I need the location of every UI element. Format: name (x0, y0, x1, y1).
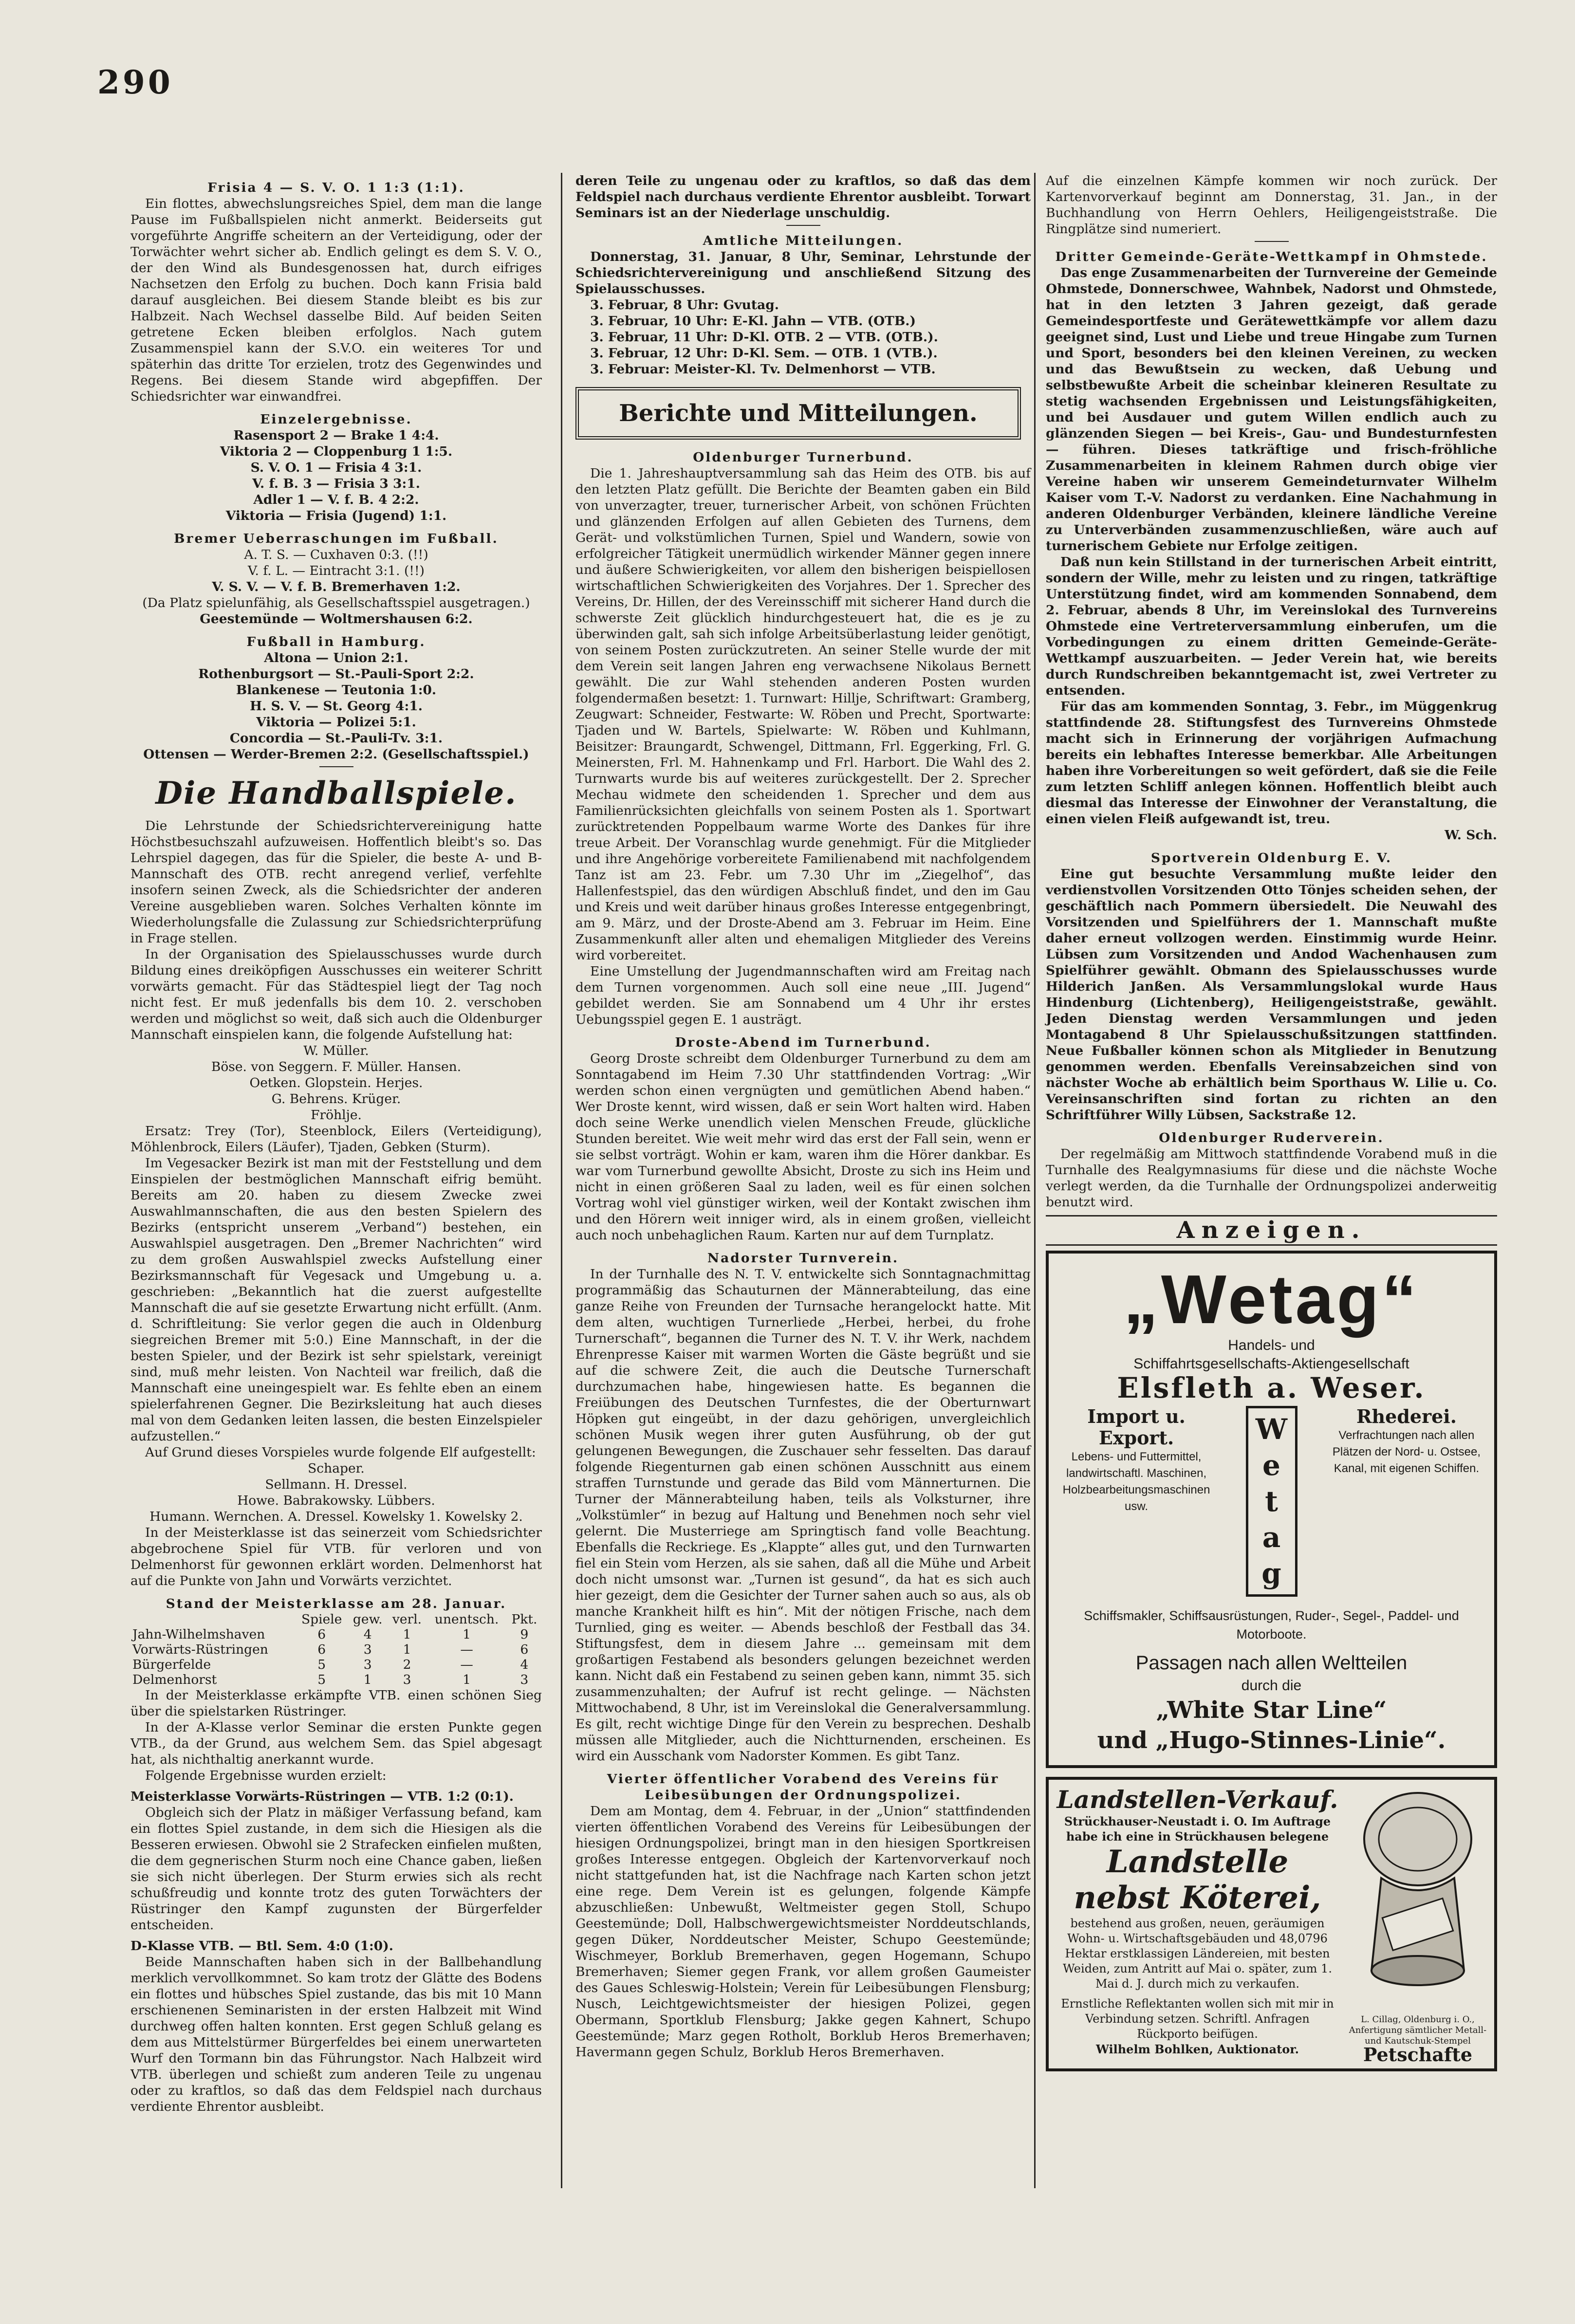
match-heading: D-Klasse VTB. — Btl. Sem. 4:0 (1:0). (130, 1938, 394, 1954)
table-header: verl. (392, 1612, 422, 1627)
column-rule (561, 173, 562, 2188)
ad-right-text: Verfrachtungen nach allen Plätzen der Nord- u. Ostsee, Kanal, mit eigenen Schiffen. (1332, 1429, 1481, 1475)
divider (1255, 241, 1289, 242)
paragraph: Daß nun kein Stillstand in der turnerischen Arbeit eintritt, sondern der Wille, mehr zu leisten und zu ringen, tatkräftige Unterstützung findet, wird am kommenden Sonnabend, dem 2. Februar, abends 8 Uhr, im Vereinslokal des Turnvereins Ohmstede eine Vertreterversammlung einberufen, um die Vorbedingungen zu einem dritten Gemeinde-Geräte-Wettkampf auszuarbeiten. — Jeder Verein hat, wie bereits durch Rundschreiben bekanntgemacht ist, zwei Vertreter zu entsenden. (1046, 554, 1497, 698)
table-cell: 1 (403, 1642, 411, 1657)
results-list (130, 547, 542, 627)
ad-left-title: Import u. Export. (1087, 1405, 1186, 1449)
ad-intro: Strückhauser-Neustadt i. O. Im Auftrage habe ich eine in Strückhausen belegene (1064, 1814, 1331, 1844)
paragraph: Eine gut besuchte Versammlung mußte leider den verdienstvollen Vorsitzenden Otto Tönjes scheiden sehen, der geschäftlich nach Pommern übersiedelt. Die Neuwahl des Vorsitzenden und Spielführers der 1. Mannschaft mußte daher erneut vollzogen werden. Einstimmig wurde Heinr. Lübsen zum Vorsitzenden und Andod Wachenhausen zum Spielführer gewählt. Obmann des Spielausschusses wurde Hilderich Janßen. Als Versammlungslokal wurde Haus Hindenburg (Lichtenberg), Heiligengeiststraße, gewählt. Jeden Dienstag werden Versammlungen und jeden Montagabend 8 Uhr Spielausschußsitzungen stattfinden. Neue Fußballer können schon als Mitglieder in Benutzung genommen werden. Ebenfalls Vereinsabzeichen sind von nächster Woche ab erhältlich beim Sporthaus W. Lilie u. Co. Vereinsanschriften sind fortan zu richten an den Schriftführer Willy Lübsen, Sackstraße 12. (1046, 867, 1497, 1123)
schedule-item: 3. Februar, 8 Uhr: Gvutag. (590, 297, 779, 313)
paragraph: Auf Grund dieses Vorspieles wurde folgende Elf aufgestellt: (145, 1445, 536, 1460)
lineup-line: G. Behrens. Krüger. (271, 1091, 401, 1107)
ad-line: und „Hugo-Stinnes-Linie“. (1097, 1727, 1446, 1754)
standings-table (130, 1612, 542, 1687)
paragraph: Folgende Ergebnisse wurden erzielt: (145, 1768, 387, 1783)
landstelle-advertisement (1046, 1777, 1497, 2071)
table-cell: 3 (363, 1642, 372, 1657)
ad-brand: „Wetag“ (1123, 1261, 1420, 1338)
stamp-illustration-icon (1352, 1786, 1483, 2010)
lineup-line: W. Müller. (303, 1043, 369, 1058)
stamp-advertisement (1347, 1786, 1488, 2066)
table-cell: 1 (463, 1627, 471, 1642)
result-line: Rasensport 2 — Brake 1 4:4. (233, 428, 439, 443)
lineup-line: Oetken. Glopstein. Herjes. (249, 1075, 423, 1090)
result-line: Ottensen — Werder-Bremen 2:2. (Gesellschaftsspiel.) (143, 747, 529, 762)
result-line: Blankenese — Teutonia 1:0. (236, 682, 437, 698)
table-row (130, 1672, 542, 1687)
match-report: Ein flottes, abwechslungsreiches Spiel, dem man die lange Pause im Fußballspielen nicht anmerkt. Beiderseits gut vorgeführte Angriffe scheitern an der Verteidigung, oder der Torwächter wehrt sicher ab. Endlich gelingt es dem S. V. O., der den Wind als Bundesgenossen hat, durch eifriges Nachsetzen den Erfolg zu buchen. Doch kann Frisia bald darauf ausgleichen. Bei diesem Stande bleibt es bis zur Halbzeit. Nach Wechsel dasselbe Bild. Auf beiden Seiten getretene Ecken bleiben erfolglos. Nach gutem Zusammenspiel kann der S.V.O. ein weiteres Tor und späterhin das dritte Tor erzielen, trotz des Gegenwindes und Regens. Bei diesem Stande wird abgepfiffen. Der Schiedsrichter war einwandfrei. (130, 196, 542, 404)
section-title-box: Berichte und Mitteilungen. (575, 387, 1021, 440)
table-row (130, 1657, 542, 1672)
paragraph: In der Turnhalle des N. T. V. entwickelte sich Sonntagnachmittag programmäßig das Schauturnen der Männerabteilung, das eine ganze Reihe von Freunden der Turnsache herangelockt hatte. Mit dem alten, wuchtigen Turnerliede „Herbei, herbei, du frohe Turnerschaft“, begannen die Turner des N. T. V. ihr Werk, nachdem Ehrenpresse Kaiser mit warmen Worten die Gäste begrüßt und sie auf die schwere Zeit, die auch die Deutsche Turnerschaft durchzumachen habe, hingewiesen hatte. Es begannen die Freiübungen des Deutschen Turnfestes, die der Oberturnwart Höpken gut eingeübt, in der dazu gehörigen, unvergleichlich schönen Musik wegen ihrer guten Ausführung, ob der gut gelungenen Bewegungen, die Zuschauer sehr fesselten. Das darauf folgende Riegenturnen gab einen schönen Ausschnitt aus einem straffen Turnstunde und gerade das Bild vom Männerturnen. Die Turner der Männerabteilung haben, teils als Volksturner, ihre „Volkstümler“ in bezug auf Haltung und Benehmen noch sehr viel gelernt. Die Musterriege am Springtisch fand volle Beachtung. Ebenfalls die Reckriege. Es „Klappte“ alles gut, und den Turnwarten fiel ein Stein vom Herzen, als sie sahen, daß all die Mühe und Arbeit doch nicht umsonst war. „Turnen ist gesund“, da hat es sich auch hier gezeigt, dem die Gesichter der Turner sahen auch so aus, als ob manche Krankheit hilft es hin“. Mit der nötigen Frische, nach dem Turnlied, ging es weiter. — Abends beschloß der Festball das 34. Stiftungsfest, dem in diesem Jahre ... gemeinsam mit dem großartigen Festabend als besonders gelungen bezeichnet werden kann. Nicht daß ein Festabend zu seinen geben kann, nimmt 35. sich zusammenzuhalten; der Aufruf ist recht gelinge. — Nächsten Mittwochabend, 8 Uhr, ist im Vereinslokal die Generalversammlung. Es gilt, recht wichtige Dinge für den Verein zu besprechen. Deshalb müssen alle Mitglieder, auch die Nichtturnenden, erscheinen. Es wird ein Ausschank vom Nadorster Kommen. Es gibt Tanz. (575, 1267, 1031, 1764)
section-heading: Bremer Ueberraschungen im Fußball. (174, 531, 499, 546)
ad-subtitle: Handels- und (1228, 1337, 1315, 1353)
table-cell: Vorwärts-Rüstringen (132, 1642, 268, 1657)
table-cell: 6 (520, 1642, 529, 1657)
ads-heading: Anzeigen. (1176, 1217, 1367, 1244)
table-cell: Delmenhorst (132, 1672, 217, 1687)
ad-note: Ernstliche Reflektanten wollen sich mit mir in Verbindung setzen. Schriftl. Anfragen Rückporto beifügen. (1061, 1997, 1334, 2041)
match-heading: Meisterklasse Vorwärts-Rüstringen — VTB. 1:2 (0:1). (130, 1789, 514, 1804)
paragraph: Auf die einzelnen Kämpfe kommen wir noch zurück. Der Kartenvorverkauf beginnt am Donnerstag, 31. Jan., in der Buchhandlung von Herrn Oehlers, Heiligengeiststraße. Die Ringplätze sind numeriert. (1046, 173, 1497, 237)
result-line: A. T. S. — Cuxhaven 0:3. (!!) (244, 547, 428, 562)
match-heading: Frisia 4 — S. V. O. 1 1:3 (1:1). (207, 180, 465, 195)
paragraph: In der Organisation des Spielausschusses wurde durch Bildung eines dreiköpfigen Ausschusses ein weiterer Schritt vorwärts gemacht. Für das Städtespiel liegt der Tag noch nicht fest. Er muß jedenfalls bis dem 10. 2. verschoben werden und möglichst so weit, daß sich auch die Oldenburger Mannschaft einspielen kann, die folgende Aufstellung hat: (130, 947, 542, 1042)
section-heading: Vierter öffentlicher Vorabend des Vereins für Leibesübungen der Ordnungspolizei. (607, 1771, 1000, 1803)
table-cell: 1 (363, 1672, 372, 1687)
paragraph: Die Lehrstunde der Schiedsrichtervereinigung hatte Höchstbesuchszahl aufzuweisen. Hoffentlich bleibt's so. Das Lehrspiel dagegen, das für die Spieler, die beste A- und B-Mannschaft des OTB. recht anregend verlief, verfehlte insofern seinen Zweck, als die Schiedsrichter der anderen Vereine ausgeblieben waren. Solches Verhalten könnte im Wiederholungsfalle die Zulassung zur Schiedsrichterprüfung in Frage stellen. (130, 818, 542, 946)
table-cell: 3 (403, 1672, 411, 1687)
schedule-item: 3. Februar, 11 Uhr: D-Kl. OTB. 2 — VTB. (OTB.). (590, 330, 938, 345)
table-header: gew. (352, 1612, 383, 1627)
section-heading: Nadorster Turnverein. (707, 1251, 899, 1266)
table-header (130, 1612, 296, 1627)
paragraph: Das enge Zusammenarbeiten der Turnvereine der Gemeinde Ohmstede, Donnerschwee, Wahnbek, Nadorst und Ohmstede, hat in den letzten 3 Jahren gezeigt, daß gerade Gemeindesportfeste und Gerätewettkämpfe vor allem dazu geeignet sind, Lust und Liebe und treue Hingabe zum Turnen und Sport, besonders bei den kleinen Vereinen, zu wecken und das Bewußtsein zu wecken, daß Uebung und selbstbewußte Arbeit die scheinbar kleineren Resultate zu stetig wachsenden Ergebnissen und Leistungsfähigkeiten, und bei Ausdauer und gutem Willen endlich auch zu glänzenden Siegen — bei Kreis-, Gau- und Bundesturnfesten — führen. Dieses tatkräftige und frisch-fröhliche Zusammenarbeiten in kleinem Rahmen durch obige vier Vereine haben wir unserem Gemeindeturnvater Wilhelm Kaiser vom T.-V. Nadorst zu verdanken. Eine Nachahmung in anderen Oldenburger Verbänden, kleinere ländliche Vereine zu Unterverbänden zusammenzuschließen, wäre auch auf turnerischem Gebiete nur Erfolge zeitigen. (1046, 265, 1497, 553)
logo-letter: a (1262, 1521, 1281, 1554)
table-row (130, 1642, 542, 1657)
column-2 (575, 173, 1031, 2060)
table-cell: 5 (317, 1657, 326, 1672)
page-number: 290 (97, 63, 173, 101)
table-cell: Bürgerfelde (132, 1657, 211, 1672)
table-cell: 1 (463, 1672, 471, 1687)
schedule-item: 3. Februar, 12 Uhr: D-Kl. Sem. — OTB. 1 (VTB.). (590, 346, 938, 361)
section-heading: Sportverein Oldenburg E. V. (1150, 850, 1392, 866)
lineup-line: Böse. von Seggern. F. Müller. Hansen. (211, 1059, 462, 1074)
table-cell: 5 (317, 1672, 326, 1687)
paragraph: In der A-Klasse verlor Seminar die ersten Punkte gegen VTB., da der Grund, aus welchem Sem. das Spiel abgesagt hat, als nichthaltig anerkannt wurde. (130, 1720, 542, 1767)
ad-grid (1060, 1406, 1482, 1597)
divider (1046, 1244, 1497, 1246)
result-line: H. S. V. — St. Georg 4:1. (250, 699, 423, 714)
paragraph: Der regelmäßig am Mittwoch stattfindende Vorabend muß in die Turnhalle des Realgymnasiums für diese und die nächste Woche verlegt werden, da die Turnhalle der Ordnungspolizei anderweitig benutzt wird. (1046, 1146, 1497, 1210)
section-heading: Einzelergebnisse. (260, 412, 412, 427)
table-header: Pkt. (511, 1612, 537, 1627)
section-heading: Droste-Abend im Turnerbund. (675, 1035, 931, 1050)
section-heading: Oldenburger Turnerbund. (693, 450, 913, 465)
table-cell: — (460, 1657, 473, 1672)
section-heading: Fußball in Hamburg. (246, 634, 426, 649)
table-header: unentsch. (434, 1612, 499, 1627)
schedule-item: 3. Februar: Meister-Kl. Tv. Delmenhorst — VTB. (590, 362, 936, 377)
result-line: V. f. L. — Eintracht 3:1. (!!) (248, 563, 425, 578)
ad-body: bestehend aus großen, neuen, geräumigen Wohn- u. Wirtschaftsgebäuden und 48,0796 Hektar erstklassigen Ländereien, mit besten Weiden, zum Antritt auf Mai o. später, zum 1. Mai d. J. durch mich zu verkaufen. (1063, 1917, 1332, 1991)
table-cell: Jahn-Wilhelmshaven (132, 1627, 265, 1642)
ad-text-block (1055, 1786, 1340, 2063)
table-cell: 4 (520, 1657, 529, 1672)
table-cell: 2 (403, 1657, 411, 1672)
signature: W. Sch. (1445, 828, 1497, 843)
ad-line: Schiffsmakler, Schiffsausrüstungen, Ruder-, Segel-, Paddel- und Motorboote. (1084, 1608, 1459, 1642)
logo-letter: g (1261, 1557, 1281, 1590)
table-header-row (130, 1612, 542, 1627)
schedule-item: 3. Februar, 10 Uhr: E-Kl. Jahn — VTB. (OTB.) (590, 314, 916, 329)
ad-signature: Wilhelm Bohlken, Auktionator. (1095, 2042, 1299, 2056)
column-1 (130, 173, 542, 2115)
results-list (130, 427, 542, 524)
ad-place: Elsfleth a. Weser. (1117, 1371, 1426, 1404)
ad-title: Landstellen-Verkauf. (1056, 1785, 1338, 1814)
ad-title: Landstelle nebst Köterei, (1074, 1844, 1321, 1916)
stamp-text: L. Cillag, Oldenburg i. O., Anfertigung sämtlicher Metall- und Kautschuk-Stempel (1349, 2014, 1487, 2046)
result-note: (Da Platz spielunfähig, als Gesellschaftsspiel ausgetragen.) (142, 595, 530, 610)
result-line: Adler 1 — V. f. B. 4 2:2. (253, 492, 419, 507)
ad-line: Passagen nach allen Weltteilen (1135, 1652, 1408, 1674)
paragraph: In der Meisterklasse ist das seinerzeit vom Schiedsrichter abgebrochene Spiel für VTB. für verloren und von Delmenhorst für gewonnen erklärt worden. Delmenhorst hat auf die Punkte von Jahn und Vorwärts verzichtet. (130, 1525, 542, 1588)
paragraph: Für das am kommenden Sonntag, 3. Febr., im Müggenkrug stattfindende 28. Stiftungsfest des Turnvereins Ohmstede macht sich in Erinnerung der vorjährigen Aufmachung bereits ein lebhaftes Interesse bemerkbar. Alle Arbeitungen haben ihre Vorbereitungen so weit gefördert, daß sie die Feile zum letzten Schliff anlegen können. Hoffentlich bleibt auch diesmal das Interesse der Einwohner der Veranstaltung, die einen vielen Fleiß aufgewandt ist, treu. (1046, 699, 1497, 827)
result-line: S. V. O. 1 — Frisia 4 3:1. (250, 460, 422, 475)
ad-left-cell (1060, 1406, 1212, 1515)
paragraph: Im Vegesacker Bezirk ist man mit der Feststellung und dem Einspielen der bestmöglichen Mannschaft eifrig bemüht. Bereits am 20. haben zu diesem Zwecke zwei Auswahlmannschaften, die aus den besten Spielern des Bezirks (entspricht unserem „Verband“) bestehen, ein Auswahlspiel ausgetragen. Den „Bremer Nachrichten“ wird zu dem großen Auswahlspiel zwecks Aufstellung einer Bezirksmannschaft für Vegesack und Umgebung u. a. geschrieben: „Bekanntlich hat die zuerst aufgestellte Mannschaft die auf sie gesetzte Erwartung nicht erfüllt. (Anm. d. Schriftleitung: Sie verlor gegen die auch in Oldenburg siegreichen Bremer mit 5:0.) Eine Mannschaft, in der die besten Spieler, und der Bezirk ist sehr spielstark, vereinigt sind, muß mehr leisten. Von Nachteil war freilich, daß die Mannschaft eine uneingespielt war. Es fehlte eben an einem spielerfahrenen Gegner. Die Bezirksleitung hat auch dieses mal von dem Gedanken leiten lassen, die besten Einzelspieler aufzustellen.“ (130, 1156, 542, 1444)
lineup-line: Howe. Babrakowsky. Lübbers. (237, 1493, 435, 1508)
paragraph: deren Teile zu ungenau oder zu kraftlos, so daß das dem Feldspiel nach durchaus verdiente Ehrentor ausbleibt. Torwart Seminars ist an der Niederlage unschuldig. (575, 173, 1031, 221)
logo-letter: t (1265, 1485, 1278, 1518)
team-lineup (130, 1460, 542, 1525)
logo-letter: W (1255, 1413, 1288, 1446)
ad-left-text: Lebens- und Futtermittel, landwirtschaftl. Maschinen, Holzbearbeitungsmaschinen usw. (1062, 1450, 1210, 1513)
table-row (130, 1627, 542, 1642)
result-line: V. f. B. 3 — Frisia 3 3:1. (252, 476, 420, 491)
schedule-list (575, 297, 1031, 377)
result-line: Viktoria 2 — Cloppenburg 1 1:5. (220, 444, 453, 459)
divider (319, 766, 353, 767)
table-cell: 1 (403, 1627, 411, 1642)
result-line: Viktoria — Frisia (Jugend) 1:1. (225, 508, 447, 523)
paragraph: Ersatz: Trey (Tor), Steenblock, Eilers (Verteidigung), Möhlenbrock, Eilers (Läufer), Tjaden, Gebken (Sturm). (130, 1124, 542, 1155)
match-report: Beide Mannschaften haben sich in der Ballbehandlung merklich vervollkommnet. So kam trotz der Glätte des Bodens ein flottes und hübsches Spiel zustande, das bis mit 10 Mann erschienenen Seminaristen in der ersten Halbzeit mit Wind durchweg offen halten konnten. Erst gegen Schluß gelang es dem aus Mittelstürmer Bürgerfeldes bei einem unerwarteten Wurf den Tormann bin das Führungstor. Nach Halbzeit wird VTB. überlegen und schießt zum anderen Teile zu ungenau oder zu kraftlos, so daß das dem Feldspiel nach durchaus verdiente Ehrentor ausbleibt. (130, 1955, 542, 2114)
lineup-line: Humann. Wernchen. A. Dressel. Kowelsky 1. Kowelsky 2. (149, 1509, 523, 1524)
table-heading: Stand der Meisterklasse am 28. Januar. (166, 1596, 507, 1611)
ad-vertical-logo (1246, 1406, 1297, 1597)
paragraph: Eine Umstellung der Jugendmannschaften wird am Freitag nach dem Turnen vorgenommen. Auch soll eine neue „III. Jugend“ gebildet werden. Sie am Sonnabend um 4 Uhr ihr erstes Uebungsspiel gegen E. 1 austrägt. (575, 964, 1031, 1027)
paragraph: Donnerstag, 31. Januar, 8 Uhr, Seminar, Lehrstunde der Schiedsrichtervereinigung und anschließend Sitzung des Spielausschusses. (575, 249, 1031, 296)
section-heading: Oldenburger Ruderverein. (1159, 1130, 1384, 1145)
table-cell: 4 (363, 1627, 372, 1642)
paragraph: Dem am Montag, dem 4. Februar, in der „Union“ stattfindenden vierten öffentlichen Vorabend des Vereins für Leibesübungen der hiesigen Ordnungspolizei, bringt man in den hiesigen Sportkreisen großes Interesse entgegen. Obgleich der Kartenvorverkauf noch nicht stattgefunden hat, ist die Nachfrage nach Karten schon jetzt eine rege. Dem Verein ist es gelungen, folgende Kämpfe abzuschließen: Unbewußt, Weltmeister gegen Stoll, Schupo Geestemünde; Doll, Halbschwergewichtsmeister Norddeutschlands, gegen Düker, Norddeutscher Meister, Schupo Geestemünde; Wischmeyer, Borklub Bremerhaven, gegen Hogemann, Schupo Bremerhaven; Siemer gegen Frank, vor allem großen Gaumeister des Gaues Schleswig-Holstein; Verein für Leibesübungen Flensburg; Nusch, Leichtgewichtsmeister der hiesigen Polizei, gegen Obermann, Sportklub Flensburg; Jakke gegen Kahnert, Schupo Geestemünde; Marz gegen Rotholt, Borklub Heros Bremerhaven; Havermann gegen Schulz, Borklub Heros Bremerhaven. (575, 1804, 1031, 2060)
wetag-advertisement (1046, 1251, 1497, 1768)
lineup-line: Fröhlje. (311, 1107, 362, 1123)
lineup-line: Sellmann. H. Dressel. (265, 1477, 408, 1492)
column-rule (1034, 173, 1036, 2188)
table-cell: 9 (520, 1627, 529, 1642)
ad-right-title: Rhederei. (1356, 1405, 1457, 1427)
result-line: V. S. V. — V. f. B. Bremerhaven 1:2. (212, 579, 461, 594)
table-cell: 6 (317, 1627, 326, 1642)
divider (786, 225, 820, 226)
table-cell: 3 (520, 1672, 529, 1687)
ad-line: durch die (1241, 1678, 1302, 1694)
ad-line: „White Star Line“ (1156, 1697, 1387, 1724)
section-heading: Amtliche Mitteilungen. (703, 233, 904, 248)
result-line: Altona — Union 2:1. (264, 650, 408, 665)
table-cell: — (460, 1642, 473, 1657)
lineup-line: Schaper. (308, 1461, 365, 1476)
section-heading: Dritter Gemeinde-Geräte-Wettkampf in Ohmstede. (1055, 249, 1488, 264)
match-report: Obgleich sich der Platz in mäßiger Verfassung befand, kam ein flottes Spiel zustande, in dem sich die Hiesigen als die Besseren erwiesen. Obwohl sie 2 Strafecken einfielen mußten, die dem gegnerischen Sturm noch eine Chance gaben, ließen sie sich nicht überlegen. Der Sturm erwies sich als recht schußfreudig und konnte trotz des guten Torwächters der Rüstringer den Kampf zugunsten der Bürgerfelder entscheiden. (130, 1805, 542, 1933)
result-line: Concordia — St.-Pauli-Tv. 3:1. (229, 731, 443, 746)
section-title: Die Handballspiele. (155, 775, 517, 812)
team-lineup (130, 1043, 542, 1123)
table-cell: 6 (317, 1642, 326, 1657)
result-line: Geestemünde — Woltmershausen 6:2. (200, 611, 473, 627)
paragraph: In der Meisterklasse erkämpfte VTB. einen schönen Sieg über die spielstarken Rüstringer. (130, 1688, 542, 1719)
result-line: Viktoria — Polizei 5:1. (256, 715, 416, 730)
ad-subtitle: Schiffahrtsgesellschafts-Aktiengesellschaft (1133, 1356, 1409, 1372)
ad-right-cell (1331, 1406, 1482, 1477)
table-header: Spiele (301, 1612, 342, 1627)
results-list (130, 650, 542, 762)
logo-letter: e (1262, 1449, 1280, 1482)
ad-title: Petschafte (1363, 2044, 1473, 2066)
result-line: Rothenburgsort — St.-Pauli-Sport 2:2. (198, 666, 474, 682)
paragraph: Georg Droste schreibt dem Oldenburger Turnerbund zu dem am Sonntagabend im Heim 7.30 Uhr stattfindenden Vortrag: „Wir werden schon einen vergnügten und gemütlichen Abend haben.“ Wer Droste kennt, wird wissen, daß er sein Wort halten wird. Haben doch seine Werke unendlich vielen Menschen Freude, glückliche Stunden bereitet. Wie weit mehr wird das erst der Fall sein, wenn er sie selbst vorträgt. Wohin er kam, waren ihm die Hörer dankbar. Es war vom Turnerbund gewollte Absicht, Droste zu sich ins Heim und nicht in einen größeren Saal zu laden, weil es für einen solchen Vortrag wohl viel günstiger wirken, weil der Kontakt zwischen ihm und den Hörern weit inniger wird, als in einem großen, vielleicht auch noch unbehaglichen Raum. Karten nur auf dem Turnplatz. (575, 1051, 1031, 1243)
paragraph: Die 1. Jahreshauptversammlung sah das Heim des OTB. bis auf den letzten Platz gefüllt. Die Berichte der Beamten gaben ein Bild von unverzagter, treuer, turnerischer Arbeit, von schönen Früchten und glänzenden Erfolgen auf allen Gebieten des Turnens, dem Gerät- und volkstümlichen Turnen, Spiel und Wandern, sowie von erfolgreicher Tätigkeit unermüdlich wirkender Männer gegen innere und äußere Schwierigkeiten, vor allem den bisherigen beispiellosen wirtschaftlichen Schwierigkeiten des Vorjahres. Der 1. Sprecher des Vereins, Dr. Hillen, der des Vereinsschiff mit sicherer Hand durch die schwerste Zeit glücklich hindurchgesteuert hat, die es je zu überwinden galt, sah sich infolge Arbeitsüberlastung leider genötigt, von seinem Posten zurückzutreten. An seiner Stelle wurde der mit dem Verein seit langen Jahren eng verwachsene Nikolaus Bernett gewählt. Die zur Wahl stehenden anderen Posten wurden folgendermaßen besetzt: 1. Turnwart: Hillje, Schriftwart: Gramberg, Zeugwart: Schneider, Festwarte: W. Röben und Precht, Sportwarte: Tjaden und W. Bartels, Spielwarte: W. Röben und Kuhlmann, Beisitzer: Braungardt, Schwengel, Dittmann, Frl. Eggerking, Frl. G. Meinersten, Frl. M. Hahnenkamp und Frl. Harbort. Die Wahl des 2. Turnwarts wurde bis auf weiteres zurückgestellt. Der 2. Sprecher Mechau widmete den scheidenden 1. Sprecher und dem aus Familienrücksichten gleichfalls von seinem Posten als 1. Sportwart zurücktretenden Poppelbaum warme Worte des Dankes für ihre treue Arbeit. Der Voranschlag wurde genehmigt. Für die Mitglieder und ihre Angehörige vorbereitete Familienabend mit nachfolgendem Tanz ist am 23. Febr. um 7.30 Uhr im „Ziegelhof“, das Hallenfestspiel, das den würdigen Abschluß findet, und den im Gau und Kreis und weit darüber hinaus großes Interesse entgegenbringt, am 9. März, und der Droste-Abend am 3. Februar im Heim. Eine Zusammenkunft aller alten und ehemaligen Mitglieder des Vereins wird vorbereitet. (575, 466, 1031, 963)
column-3 (1046, 173, 1497, 2071)
table-cell: 3 (363, 1657, 372, 1672)
